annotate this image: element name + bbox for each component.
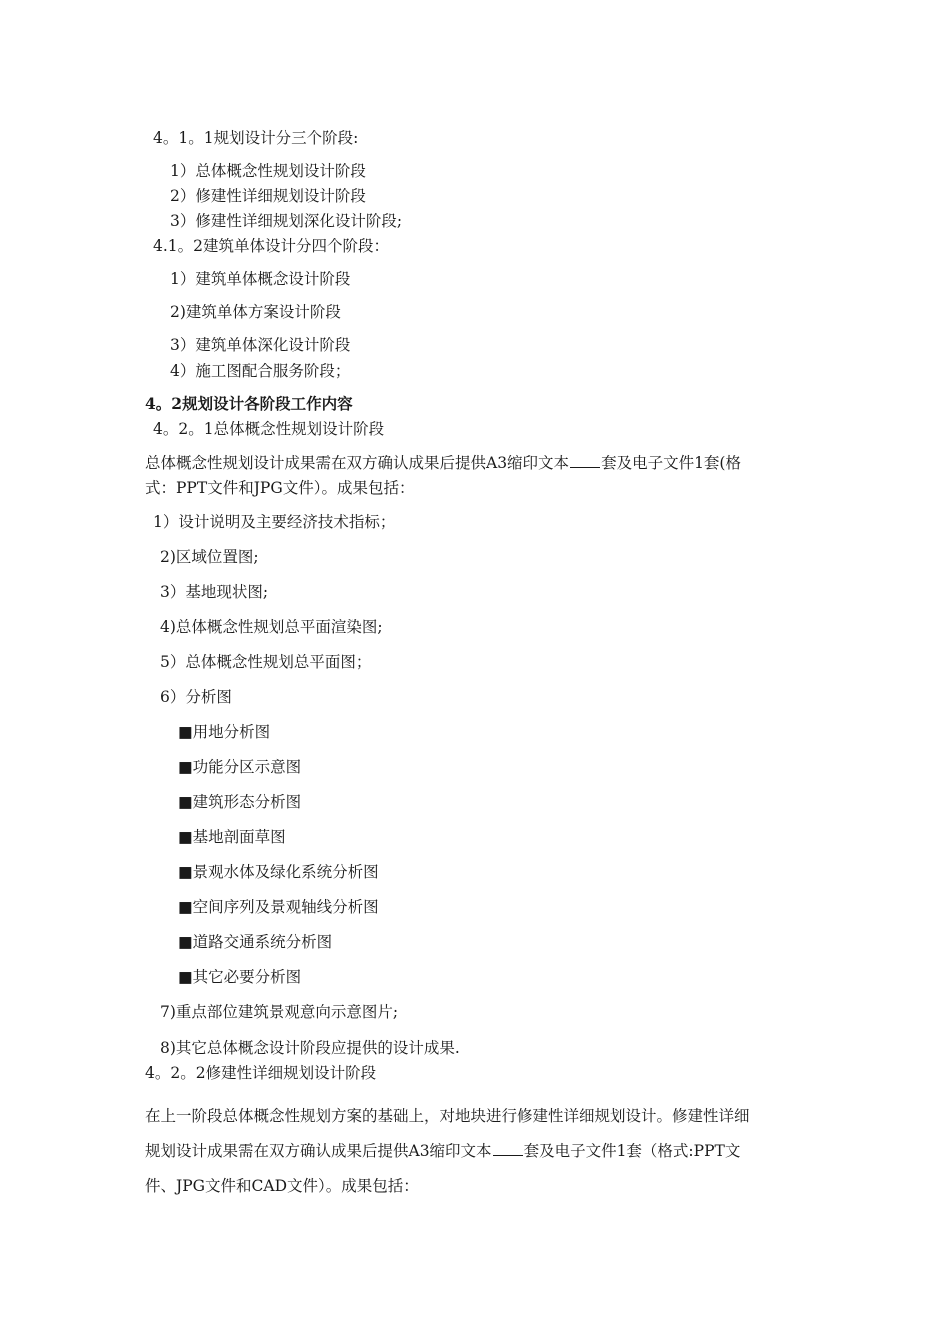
list-item: 1）设计说明及主要经济技术指标； bbox=[153, 513, 396, 531]
analysis-item: ■用地分析图 bbox=[178, 723, 271, 741]
heading-4-2-2: 4。2。2修建性详细规划设计阶段 bbox=[145, 1064, 377, 1082]
blank-underline bbox=[493, 1141, 523, 1156]
paragraph-text: 套及电子文件1套(格 bbox=[601, 454, 741, 472]
list-item: 4)总体概念性规划总平面渲染图; bbox=[160, 618, 383, 636]
heading-4-2: 4。2规划设计各阶段工作内容 bbox=[145, 394, 353, 413]
analysis-item: ■景观水体及绿化系统分析图 bbox=[178, 863, 379, 881]
list-item: 3）建筑单体深化设计阶段 bbox=[170, 336, 351, 354]
list-item: 2)建筑单体方案设计阶段 bbox=[170, 303, 341, 321]
analysis-item: ■建筑形态分析图 bbox=[178, 793, 302, 811]
analysis-item: ■功能分区示意图 bbox=[178, 758, 302, 776]
heading-4-1-2: 4.1。2建筑单体设计分四个阶段： bbox=[153, 237, 390, 255]
heading-4-2-1: 4。2。1总体概念性规划设计阶段 bbox=[153, 420, 385, 438]
paragraph-line: 件、JPG文件和CAD文件）。成果包括： bbox=[145, 1177, 419, 1195]
list-item: 8)其它总体概念设计阶段应提供的设计成果. bbox=[160, 1039, 460, 1057]
heading-4-1-1: 4。1。1规划设计分三个阶段: bbox=[153, 129, 359, 147]
paragraph-text: 总体概念性规划设计成果需在双方确认成果后提供A3缩印文本 bbox=[145, 454, 570, 472]
paragraph-text: 套及电子文件1套（格式:PPT文 bbox=[523, 1142, 741, 1160]
analysis-item: ■空间序列及景观轴线分析图 bbox=[178, 898, 379, 916]
paragraph-text: 规划设计成果需在双方确认成果后提供A3缩印文本 bbox=[145, 1142, 492, 1160]
analysis-item: ■道路交通系统分析图 bbox=[178, 933, 333, 951]
list-item: 3）基地现状图; bbox=[160, 583, 269, 601]
paragraph-line: 式：PPT文件和JPG文件）。成果包括： bbox=[145, 479, 415, 497]
list-item: 3）修建性详细规划深化设计阶段; bbox=[170, 212, 403, 230]
paragraph-line: 在上一阶段总体概念性规划方案的基础上，对地块进行修建性详细规划设计。修建性详细 bbox=[145, 1107, 750, 1125]
analysis-item: ■基地剖面草图 bbox=[178, 828, 286, 846]
paragraph-line bbox=[145, 1141, 740, 1161]
list-item: 7)重点部位建筑景观意向示意图片; bbox=[160, 1003, 399, 1021]
list-item: 1）建筑单体概念设计阶段 bbox=[170, 270, 351, 288]
list-item: 5）总体概念性规划总平面图； bbox=[160, 653, 372, 671]
blank-underline bbox=[570, 453, 600, 468]
analysis-item: ■其它必要分析图 bbox=[178, 968, 302, 986]
list-item: 6）分析图 bbox=[160, 688, 232, 706]
list-item: 2）修建性详细规划设计阶段 bbox=[170, 187, 366, 205]
paragraph-line bbox=[145, 453, 741, 473]
list-item: 4）施工图配合服务阶段； bbox=[170, 362, 351, 380]
list-item: 1）总体概念性规划设计阶段 bbox=[170, 162, 366, 180]
list-item: 2)区域位置图; bbox=[160, 548, 259, 566]
